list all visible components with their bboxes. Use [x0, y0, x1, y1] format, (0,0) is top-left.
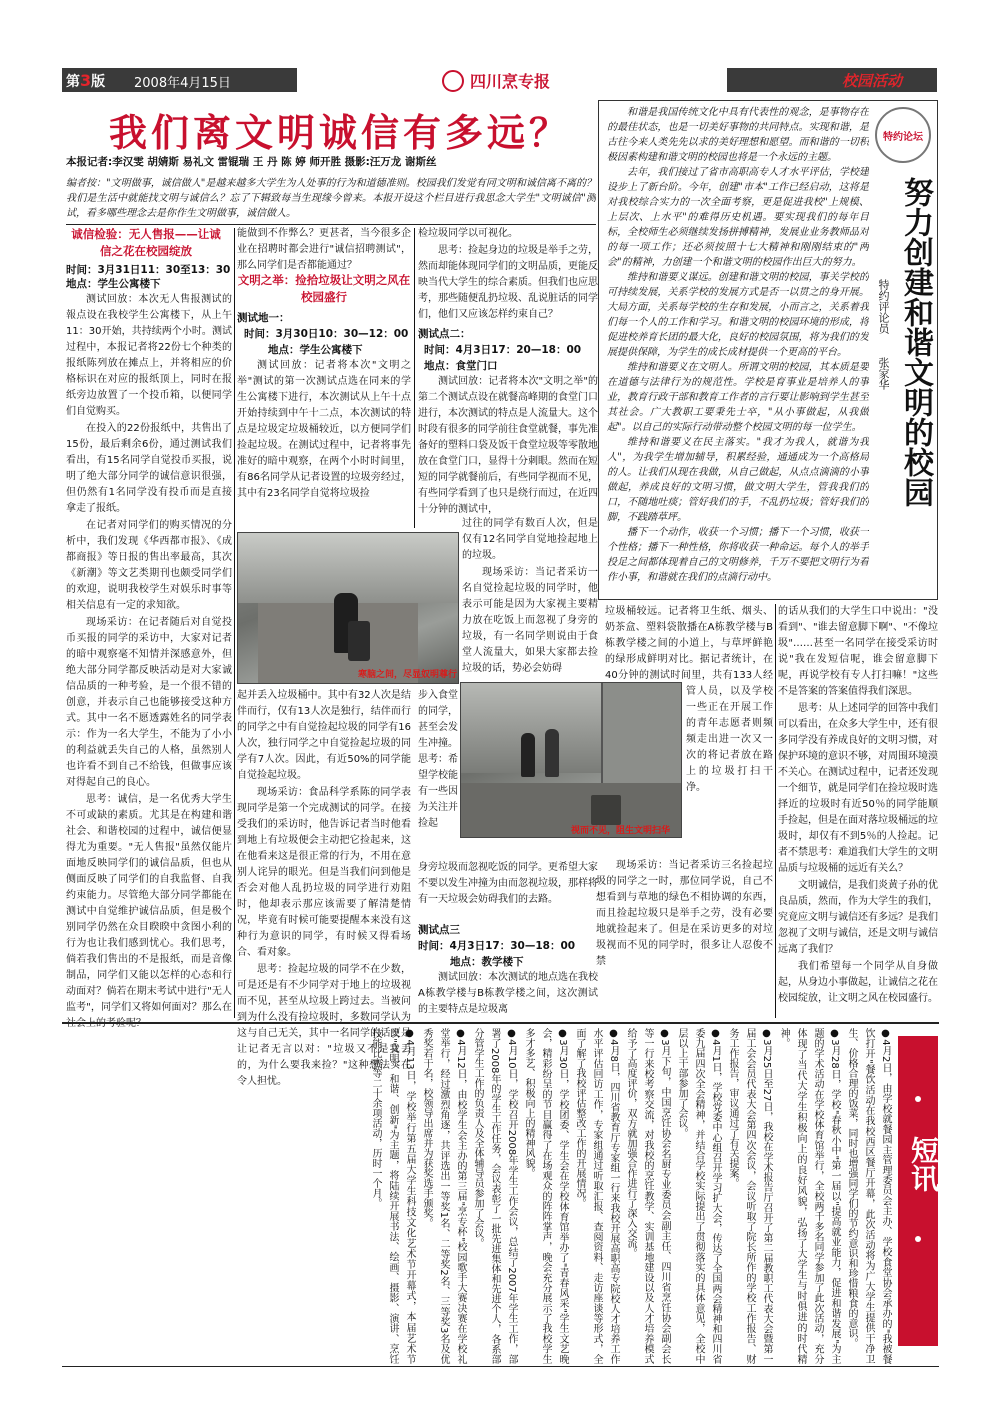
paragraph: 现场采访：当记者采访三名捡起垃圾的同学之一时，那位同学说，自己不想看到与草地的绿色不相协调的东西，而且捡起垃圾只是举手之劳，没有必要地就捡起来了。但是在采访更多的对垃圾视而不见的同学时，很多让人忍俊不禁 — [596, 860, 773, 967]
column-3-text-top — [418, 226, 598, 322]
test-time-1: 时间：3月31日11：30至13：30 — [66, 264, 231, 276]
news-section — [62, 1022, 939, 1367]
paragraph: 播下一个动作，收获一个习惯；播下一个习惯，收获一个性格；播下一种性格，你将收获一种命运。每个人的举手投足之间都体现着自己的文明修养，千万不要把文明行为看作小事，和谐就在我们的点滴行动中。 — [607, 527, 869, 583]
test-time-4: 时间：4月3日17：30—18：00 — [418, 940, 576, 952]
paragraph: 和谐是我国传统文化中具有代表性的观念，是事物存在的最佳状态，也是一切美好事物的共同特点。实现和谐，是古往今来人类先先以求的美好理想和愿望。而和谐的一切积极因素构建和谐文明的校园也将是一个永远的主题。 — [607, 107, 869, 163]
masthead-title: 四川烹专报 — [470, 72, 551, 91]
news-label-dot-icon — [915, 1236, 921, 1242]
column-4-text-b — [686, 684, 773, 856]
test-place-3: 地点：食堂门口 — [424, 360, 498, 372]
column-4-text-c — [596, 858, 773, 1018]
paragraph: 思考：从上述同学的回答中我们可以看出，在众多大学生中，还有很多同学没有养成良好的文明习惯，对保护环境的意识不够，对周围环境漠不关心。在测试过程中，记者还发现一个细节，就是同学们在捡垃圾时选择近的垃圾时有近50％的同学能顺手捡起，但是在面对落垃圾桶远的垃圾时，却仅有不到5％的人捡起。记者不禁思考：难道我们大学生的文明品质与垃圾桶的远近有关么？ — [778, 703, 938, 874]
news-label-box — [898, 1036, 938, 1346]
editor-note: 编者按："文明做事，诚信做人"是越来越多大学生为人处事的行为和道德准则。校园我们发觉有同文明和诚信离不离的？我们是生活中就能找文明与诚信么？忘了下辑致每当生现缘今曾来。本报开设这个栏目进行我思念大学生"文明诚信"测试，看多哪些理念去是你作生文明做事，诚信做人。 — [66, 178, 596, 219]
photo-litter-dormitory — [237, 532, 459, 684]
paragraph: 测试回放：本次无人售报测试的報点设在我校学生公寓楼下，从上午11：30开始，共持续两个小时。测试过程中，本报记者将22份七个种类的报纸陈列放在摊点上，并将相应的价格标识在对应的报纸顶上，同时在报纸旁边放置了一个投币箱，以便同学们自觉购买。 — [66, 294, 232, 417]
paragraph: 维持和谐要义在民主落实。"我才为我人，就谐为我人"，为我学生增加辅导，积累经验，通通成为一个高格局的人。让我们从现在我做，从自己做起，从点点滴滴的小事做起，养成良好的文明习惯，做文明大学生，管我我们的口，不随地吐痰；管好我们的手，不乱扔垃圾；管好我们的脚，不践踏草坪。 — [607, 437, 869, 523]
news-item: ●4月10日，学校召开2008年学生工作会议，总结了2007年学生工作，部署了2008年的学生工作任务，会议表彰了一批先进集体和先进个人，各系部分管学生工作的负责人及全体辅导员参加了会议。 — [472, 1028, 517, 1364]
news-item: ●3月28日，学校"春秋小中"第一届以"提高就业能力，促进和谐发展"为主题的学术活动在学校体育馆举行，全校两千多名同学参加了此次活动，充分体现了当代大学生积极向上的良好风貌，弘扬了大学生与时俱进的时代精神。 — [778, 1028, 840, 1364]
paragraph: 我们希望每一个同学从自身做起，从身边小事做起，让诚信之花在校园绽放，让文明之风在校园盛行。 — [778, 961, 938, 1004]
paragraph: 在记者对同学们的购买情况的分析中，我们发现《华西都市报》、《成都商报》等日报的售出率最高，其次《新潮》等文艺类期刊也颇受同学们的欢迎，说明我校学生对娱乐时事等相关信息有一定的求知欲。 — [66, 520, 232, 611]
paragraph: 测试回放：本次测试的地点选在我校A栋教学楼与B栋教学楼之间，这次测试的主要特点是垃圾离 — [418, 972, 598, 1015]
paragraph: 身旁垃圾而忽视吃饭的同学。更希望大家不要以发生冲撞为由而忽视垃圾，那样将有一天垃圾会妨碍我们的去路。 — [418, 862, 598, 905]
news-label-dot-icon — [915, 1096, 921, 1102]
test-site-1-label: 测试地一： — [237, 312, 290, 324]
news-item: ●4月1日，学校党委中心组召开学习扩大会，传达了全国两会精神和四川省委九届四次全会精神，并结合学校实际提出了贯彻落实的具体意见，全校中层以上干部参加了会议。 — [676, 1028, 721, 1364]
photo-caption: 寒脑之间，尽显奴明尊行 — [358, 670, 458, 680]
paragraph: 过往的同学有数百人次，但是仅有12名同学自觉地捡起地上的垃圾。 — [462, 518, 598, 561]
paragraph: 的话从我们的大学生口中说出："没看到"、"谁去留意脚下啊"、"不像垃圾"……甚至一名同学在接受采访时说"我在发短信呢，谁会留意脚下呢，再说学校有专人打扫嘛！"这些不是答案的答案值得我们深思。 — [778, 606, 938, 697]
article-byline: 本报记者:李汉雯 胡婧斯 易礼文 雷锟瑞 王 丹 陈 婷 师开胜 摄影:汪万龙 谢斯丝 — [66, 156, 437, 168]
news-item: ●4月12日，由校学生会主办的第三届"烹专杯"校园歌手大赛决赛在学校礼堂举行，经过激烈角逐，共评选出一等奖1名、二等奖2名、三等奖3名及优秀奖若干名，校领导出席并为获奖选手颁奖。 — [421, 1028, 466, 1364]
paragraph: 维持和谐要义谋远。创建和谐文明的校园，事关学校的可持续发展，关系学校的发展方式是否一以贯之的身开展。大局方面，关系每学校的生存和发展，小而言之，关系着我们每一个人的工作和学习。和谐文明的校园环境的形成，将促进校养育长团的最大化，良好的校园氛围，将为我们的发展提供保障，为学生的成长成材提供一个更高的平台。 — [607, 272, 869, 358]
paragraph: 现场采访：食品科学系陈的同学表现同学是第一个完成测试的同学。在接受我们的采访时，他告诉记者当时他看到地上有垃圾便会主动把它捡起来，这在他看来这是很正常的行为，不用在意别人诧异的眼光。但是当我们问到他是否会对他人乱扔垃圾的同学进行劝阻时，他却表示那应该需要了解清楚情况，毕竟有时候可能要提醒本来没有这种行为意识的同学，有时候又得看场合、看对象。 — [237, 787, 411, 958]
column-3-text-d — [418, 860, 598, 920]
paragraph: 文明诚信，是我们炎黄子孙的优良品质，然而，作为大学生的我们，究竟应文明与诚信还有多远？是我们忽视了文明与诚信，还是文明与诚信远离了我们？ — [778, 880, 938, 955]
page-number-prefix: 第 — [66, 74, 80, 90]
paragraph: 思考：捡起垃圾的同学不在少数，可是还是有不少同学对于地上的垃圾视而不见，甚至从垃圾上跨过去。当被问到为什么没有捡垃圾时，多数同学认为这与自己无关，其中一名同学的话更是让记者无言以对："垃圾又不是我丢的，为什么要我来捡？"这种想法实在令人担忧。 — [237, 964, 411, 1087]
paragraph: 测试回放：记者将本次"文明之举"测试的第一次测试点选在同来的学生公寓楼下进行，本次测试从上午十点开始持续到中午十二点，本次测试的特点是垃圾定垃圾桶较近，以方便同学们捡起垃圾。在测试过程中，记者将事先准好的暗中观察，在两个小时时间里，有86名同学从记者设置的垃圾旁经过，其中有23名同学自觉将垃圾捡 — [237, 360, 411, 499]
paragraph: 现场采访：在记者随后对自觉投币买报的同学的采访中，大家对记者的暗中观察毫不知情并深感意外，但绝大部分同学都反映活动是对大家诚信品质的一种考验，是一个很不错的创意，并表示自己也能够接受这种方式。其中一名不愿透露姓名的同学表示：作为一名大学生，不能为了小小的利益就丢失自己的人格，虽然别人也许看不到自己不给钱，但做事应该对得起自己的良心。 — [66, 617, 232, 788]
column-3-text-e — [418, 970, 598, 1018]
paragraph: 在投入的22份报纸中，共售出了15份，最后剩余6份，通过测试我们看出，有15名同学自觉投币买报，说明了绝大部分同学的诚信意识很强，但仍然有1名同学没有投币而是直接拿走了报纸。 — [66, 423, 232, 514]
editorial-title: 努力创建和谐文明的校园 — [898, 177, 933, 507]
news-list — [62, 1028, 894, 1364]
page-number: 3 — [80, 71, 92, 90]
page-number-suffix: 版 — [91, 74, 106, 90]
masthead-logo — [442, 70, 464, 92]
column-3-text — [418, 374, 598, 516]
issue-date: 2008年4月15日 — [134, 76, 231, 91]
paragraph: 思考：诚信，是一名优秀大学生不可或缺的素质。尤其是在构建和谐社会、和谐校园的过程中，诚信便显得尤为重要。"无人售报"虽然仅能片面地反映同学们的诚信品质，但也从侧面反映了同学们的自我监督、自我约束能力。尽管绝大部分同学都能在测试中自觉维护诚信品质，但是极个别同学仍然在众目睽睽中贪图小利的行为也让我们感到忧心。我们思考，倘若我们售出的不是报纸，而是音像制品，同学们又能以怎样的心态和行动面对？倘若在期末考试中进行"无人监考"，同学们又将如何面对？那么在社会上的考验呢？ — [66, 794, 232, 1029]
paragraph: 去年，我们接过了省市高职高专人才水平评估，学校建设步上了新台阶。今年，创建"市本"工作已经启动，这将是对我校综合实力的一次全面考察，更是促进我校"上规模、上层次、上水平"的难得历史机遇。要实现我们的每年目标，全校师生必须继续发扬拼搏精神，发展业业务教师品对的每一项工作；还必须按照十七大精神和刚刚结束的"两会"的精神，力创建一个和谐文明的校园作出巨大的努力。 — [607, 167, 869, 268]
news-item: ●4月8日，四川省教育厅专家组一行来我校开展高职高专院校人才培养工作水平评估回访工作，专家组通过听取汇报、查阅资料、走访座谈等形式，全面了解了我校评估整改工作的开展情况。 — [574, 1028, 619, 1364]
news-item: ●3月30日，学校团委、学生会在学校体育馆举办了"青春风采"学生文艺晚会，精彩纷呈的节目赢得了在场观众的阵阵掌声，晚会充分展示了我校学生多才多艺、积极向上的精神风貌。 — [523, 1028, 568, 1364]
editorial-badge: 特约论坛 — [875, 107, 931, 163]
paragraph: 检垃圾同学以可视化。 — [418, 228, 518, 239]
column-2-text — [237, 358, 411, 528]
paragraph: 维持和谐要义在文明人。所谓文明的校园，其本质是要在道德与法律行为的规范性。学校是育事业是培养人的事业，教育行政干部和教育工作者的言行要让影响到学生甚至其社会。广大教职工要秉先士卒，"从小事做起，从我做起"。以自己的实际行动带动整个校园文明的每一位学生。 — [607, 362, 869, 433]
column-3-text-c — [418, 688, 458, 856]
news-item: ●3月25日至27日，我校在学术报告厅召开了第二届教职工代表大会暨第一届工会会员代表大会第四次会议，会议听取了院长所作的学校工作报告、财务工作报告，审议通过了有关提案。 — [727, 1028, 772, 1364]
paragraph: 思考：捡起身边的垃圾是举手之劳，然而却能体现同学们的文明品质，更能反映当代大学生的综合素质。但我们也应思考，那些随便乱扔垃圾、乱说脏话的同学们，他们又应该怎样约束自己？ — [418, 245, 598, 320]
section-heading-integrity: 诚信检验：无人售报——让诚信之花在校园绽放 — [71, 227, 221, 258]
news-item: ●4月13日，学校举行第五届大学生科技文化艺术节开幕式，本届艺术节以"文明、和谐、创新"为主题，将陆续开展书法、绘画、摄影、演讲、烹饪技能比赛等二十余项活动，历时一个月。 — [370, 1028, 415, 1364]
column-3-text-b — [462, 516, 598, 682]
column-rule — [775, 604, 776, 1018]
column-4-text-a — [605, 604, 773, 682]
news-label: 短讯 — [907, 1136, 940, 1192]
test-time-2: 时间：3月30日10：30—12：00 — [244, 328, 409, 340]
column-2-text-top — [237, 226, 411, 270]
test-site-2-label: 测试点二： — [418, 328, 471, 340]
lead-divider — [66, 224, 596, 225]
paragraph: 步入食堂的同学，甚至会发生冲撞。思考：希望学校能有一些因为关注并捡起 — [418, 690, 458, 829]
test-site-3-label: 测试点三 — [418, 924, 460, 936]
column-5-text — [778, 604, 938, 1018]
paragraph: 测试回放：记者将本次"文明之举"的第二个测试点设在就餐高峰期的食堂门口进行，本次测试的特点是人流量大。这个时段有很多的同学前往食堂就餐，事先准备好的塑料口袋及饭干食堂垃圾等零散地放在食堂门口，显得十分刺眼。然而在短短的同学就餐前后，有些同学视而不见，有些同学看到了也只是绕行而过，在近四十分钟的测试中， — [418, 376, 598, 515]
section-label: 校园活动 — [842, 72, 903, 90]
column-rule — [414, 228, 415, 528]
news-item: ●4月2日，由学校就餐园主管理委员会主办、学校食堂协会承办的"我被餐饮打开"餐饮活动在我校西区餐厅开幕，此次活动将为广大学生提供干净卫生、价格合理的饭菜，同时也增强同学们的节约意识和珍惜粮食的意识。 — [846, 1028, 891, 1364]
paragraph: 垃圾桶较远。记者将卫生纸、烟头、奶茶盒、塑料袋散播在A栋教学楼与B栋教学楼之间的小道上，与草坪鲜艳的绿形成鲜明对比。据记者统计，在40分钟的测试时间里，共有133人经 — [605, 606, 773, 681]
paragraph: 现场采访：当记者采访一名自觉捡起垃圾的同学时，他表示可能是因为大家视主要精力放在吃饭上而忽视了身旁的垃圾，有一名同学则说由于食堂人流量大，如果大家都去捡垃圾的话，势必会妨碍 — [462, 567, 598, 674]
photo-caption: 视而不见，阻生文明扫华 — [571, 826, 671, 836]
test-place-1: 地点：学生公寓楼下 — [66, 278, 161, 290]
test-time-3: 时间：4月3日17：20—18：00 — [424, 344, 582, 356]
column-rule — [234, 228, 235, 1018]
editorial-author-label: 特约评论员 — [877, 279, 890, 334]
editorial-author: 张家华 — [877, 357, 890, 390]
editorial-text — [607, 105, 869, 597]
paragraph: 管人员，以及学校一些正在开展工作的青年志愿者则频频走出进一次又一次的将记者放在路上的垃圾打扫干净。 — [686, 686, 773, 793]
photo-litter-teaching-building — [460, 682, 682, 838]
article-title: 我们离文明诚信有多远？ — [108, 110, 571, 155]
editorial-box — [598, 100, 938, 600]
page-header — [62, 68, 937, 92]
test-place-2: 地点：学生公寓楼下 — [268, 344, 363, 356]
paragraph: 起并丢入垃圾桶中。其中有32人次是结伴而行，仅有13人次是独行，结伴而行的同学之中有自觉捡起垃圾的同学有16人次，独行同学之中自觉捡起垃圾的同学有7人次。因此，有近50%的同学能自觉捡起垃圾。 — [237, 690, 411, 781]
news-item: ●3月下旬，中国烹饪协会名厨专业委员会副主任、四川省烹饪协会副会长等一行来校考察交流，对我校的烹饪教学、实训基地建设以及人才培养模式给予了高度评价，双方就加强合作进行了深入交流。 — [625, 1028, 670, 1364]
test-place-4: 地点：教学楼下 — [450, 956, 524, 968]
section-heading-civility: 文明之举：捡拾垃圾让文明之风在校园盛行 — [237, 273, 411, 304]
paragraph: 能做到不作弊么？更甚者，当今很多企业在招聘时都会进行"诚信招聘测试"，那么同学们是否都能通过？ — [237, 228, 411, 270]
